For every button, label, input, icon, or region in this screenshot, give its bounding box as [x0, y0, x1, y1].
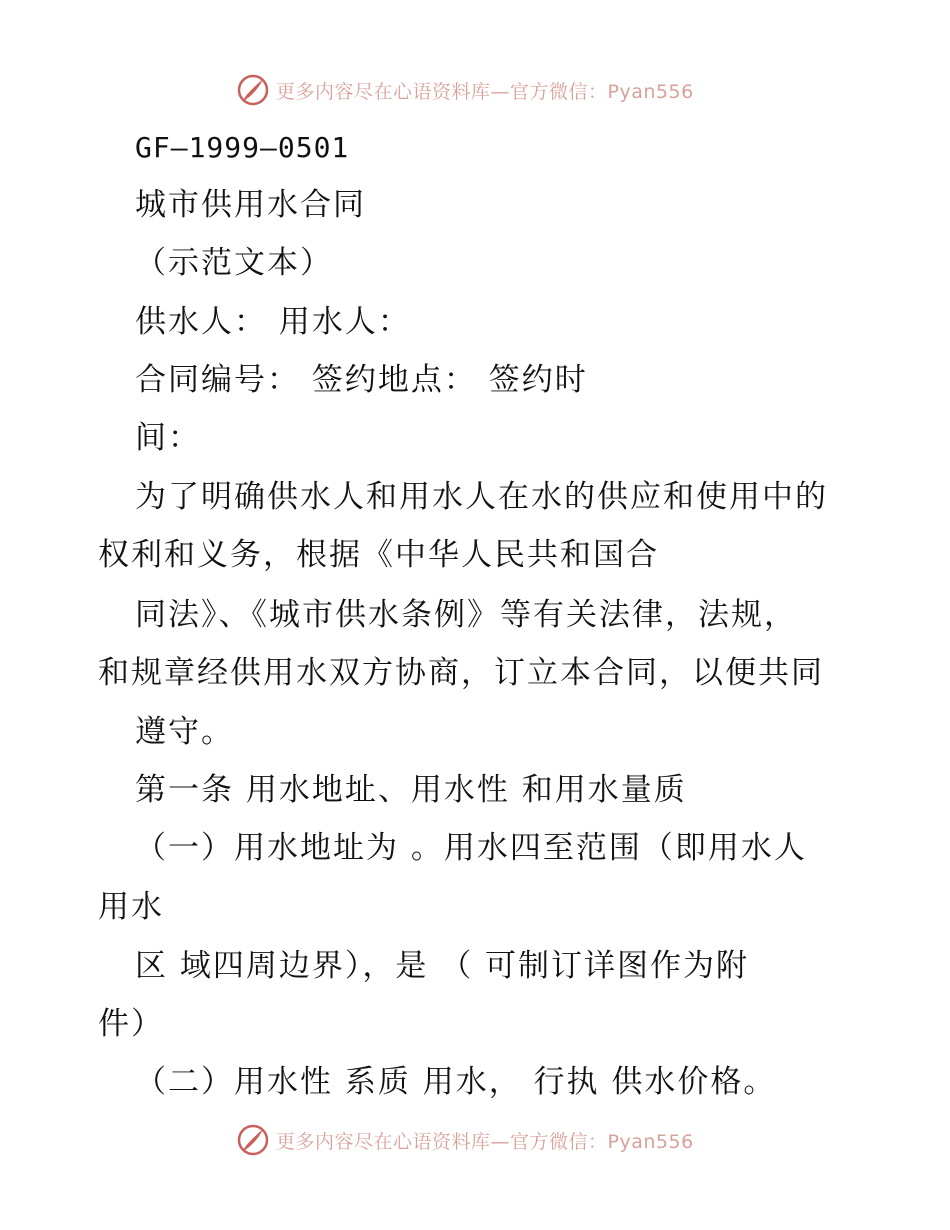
header-watermark: [236, 72, 694, 108]
document-subtitle: （示范文本）: [135, 245, 333, 281]
document-code: GF—1999—0501: [135, 131, 350, 164]
clause-1-line-4: 件）: [98, 1006, 164, 1042]
clause-1-line-1: （一）用水地址为 。用水四至范围（即用水人: [135, 830, 807, 866]
contract-meta-continued: 间：: [135, 420, 201, 456]
clause-1-line-2: 用水: [98, 889, 164, 925]
preamble-line-1: 为了明确供水人和用水人在水的供应和使用中的: [135, 479, 828, 515]
article-1-heading: 第一条 用水地址、用水性 和用水量质: [135, 772, 687, 808]
clause-2-line-1: （二）用水性 系质 用水， 行执 供水价格。: [135, 1064, 777, 1100]
parties-line: 供水人： 用水人：: [135, 304, 411, 340]
watermark-text: 更多内容尽在心语资料库—官方微信：Pyan556: [276, 80, 694, 103]
clause-1-line-3: 区 域四周边界），是 （ 可制订详图作为附: [135, 948, 750, 984]
preamble-line-5: 遵守。: [135, 714, 234, 750]
preamble-line-2: 权利和义务，根据《中华人民共和国合: [98, 537, 659, 573]
quill-emblem-icon: [236, 73, 270, 107]
preamble-line-4: 和规章经供用水双方协商，订立本合同，以便共同: [98, 655, 824, 691]
preamble-line-3: 同法》、《城市供水条例》等有关法律，法规，: [135, 597, 797, 633]
quill-emblem-icon: [236, 1123, 270, 1157]
watermark-text: 更多内容尽在心语资料库—官方微信：Pyan556: [276, 1130, 694, 1153]
contract-meta-line: 合同编号： 签约地点： 签约时: [135, 362, 588, 398]
document-title: 城市供用水合同: [135, 187, 366, 223]
footer-watermark: [236, 1122, 694, 1158]
